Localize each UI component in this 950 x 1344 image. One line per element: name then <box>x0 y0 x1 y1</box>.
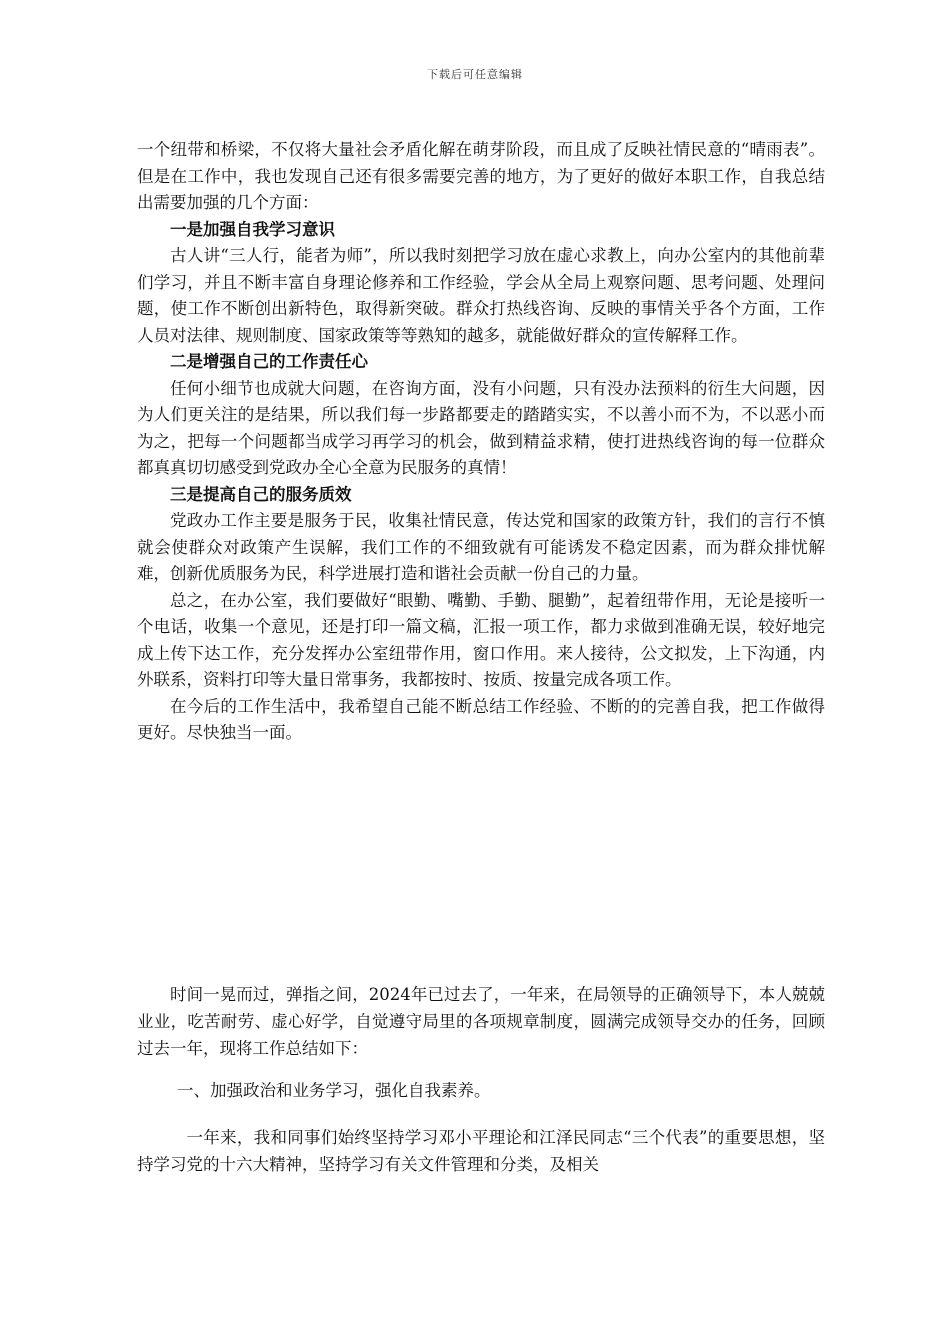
header-note: 下载后可任意编辑 <box>427 68 523 81</box>
paragraph: 一年来，我和同事们始终坚持学习邓小平理论和江泽民同志“三个代表”的重要思想，坚持学习党的十六大精神，坚持学习有关文件管理和分类，及相关 <box>137 1128 825 1174</box>
section-heading: 二是增强自己的工作责任心 <box>170 352 368 371</box>
paragraph: 任何小细节也成就大问题，在咨询方面，没有小问题，只有没办法预料的衍生大问题，因为人们更关注的是结果，所以我们每一步路都要走的踏踏实实，不以善小而不为，不以恶小而为之，把每一个问题都当成学习再学习的机会，做到精益求精，使打进热线咨询的每一位群众都真真切切感受到党政办全心全意为民服务的真情！ <box>137 378 825 477</box>
section-heading: 三是提高自己的服务质效 <box>170 484 352 504</box>
document-body-part1 <box>137 137 825 747</box>
paragraph: 在今后的工作生活中，我希望自己能不断总结工作经验、不断的的完善自我，把工作做得更好。尽快独当一面。 <box>137 696 825 742</box>
section-title: 一、加强政治和业务学习，强化自我素养。 <box>177 1081 491 1100</box>
paragraph: 古人讲“三人行，能者为师”，所以我时刻把学习放在虚心求教上，向办公室内的其他前辈们学习，并且不断丰富自身理论修养和工作经验，学会从全局上观察问题、思考问题、处理问题，使工作不断创出新特色，取得新突破。群众打热线咨询、反映的事情关乎各个方面，工作人员对法律、规则制度、国家政策等等熟知的越多，就能做好群众的宣传解释工作。 <box>137 246 825 345</box>
paragraph: 总之，在办公室，我们要做好“眼勤、嘴勤、手勤、腿勤”，起着纽带作用，无论是接听一个电话，收集一个意见，还是打印一篇文稿，汇报一项工作，都力求做到准确无误，较好地完成上传下达工作，充分发挥办公室纽带作用，窗口作用。来人接待，公文拟发，上下沟通，内外联系，资料打印等大量日常事务，我都按时、按质、按量完成各项工作。 <box>137 590 825 689</box>
intro-paragraph: 时间一晃而过，弹指之间，2024年已过去了，一年来，在局领导的正确领导下，本人兢兢业业，吃苦耐劳、虚心好学，自觉遵守局里的各项规章制度，圆满完成领导交办的任务，回顾过去一年，现将工作总结如下： <box>137 985 825 1058</box>
paragraph: 一个纽带和桥梁，不仅将大量社会矛盾化解在萌芽阶段，而且成了反映社情民意的“晴雨表”。但是在工作中，我也发现自己还有很多需要完善的地方，为了更好的做好本职工作，自我总结出需要加强的几个方面： <box>137 140 825 212</box>
section-heading: 一是加强自我学习意识 <box>170 219 335 239</box>
paragraph: 党政办工作主要是服务于民，收集社情民意，传达党和国家的政策方针，我们的言行不慎就会使群众对政策产生误解，我们工作的不细致就有可能诱发不稳定因素，而为群众排忧解难，创新优质服务为民，科学进展打造和谐社会贡献一份自己的力量。 <box>137 511 825 583</box>
